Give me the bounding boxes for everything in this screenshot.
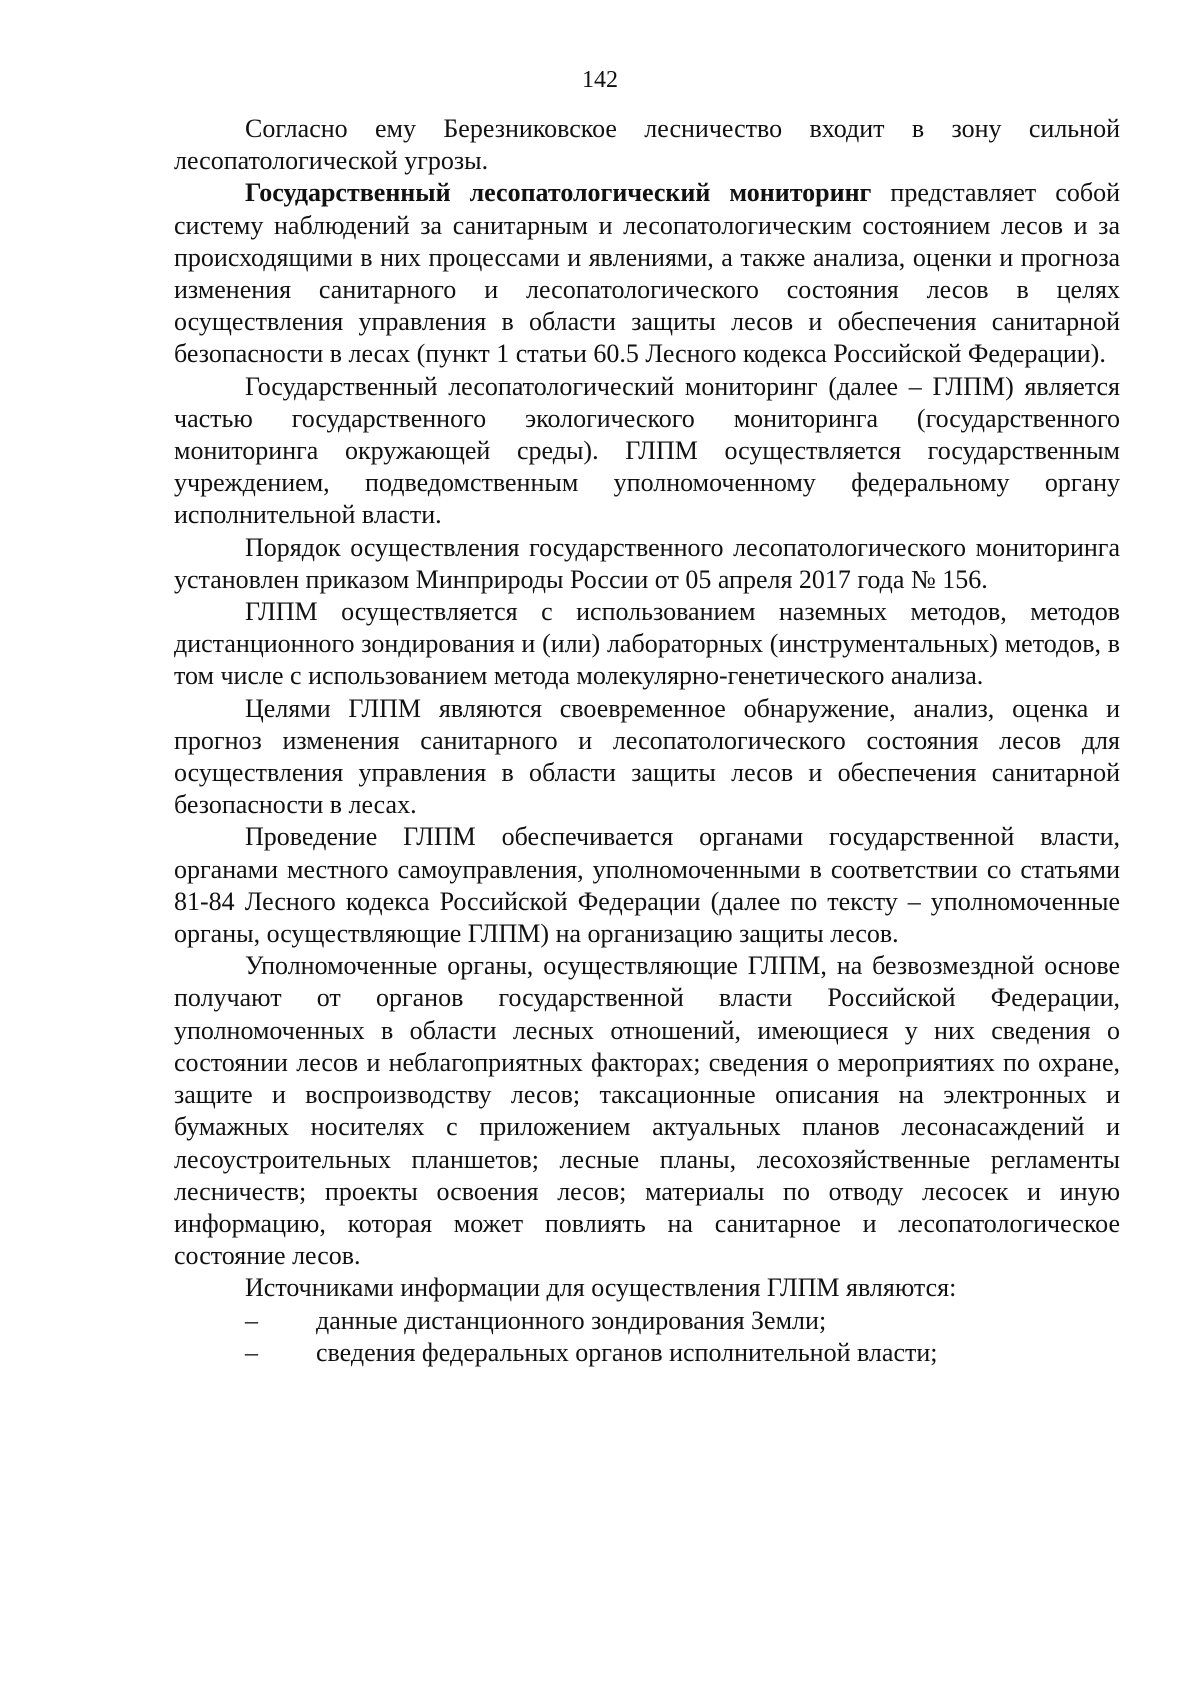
paragraph-text: Государственный лесопатологический мониторинг (далее – ГЛПМ) является частью государственного экологического мониторинга (государственного мониторинга окружающей среды). ГЛПМ осуществляется государственным учреждением, подведомственным уполномоченному федеральному органу исполнительной власти. [174,371,1120,530]
paragraph-5 [174,596,1120,693]
paragraph-text: Согласно ему Березниковское лесничество входит в зону сильной лесопатологической угрозы. [174,114,1120,176]
list-item [174,1305,1120,1337]
list-item [174,1337,1120,1369]
page-number: 142 [582,67,618,93]
paragraph-4 [174,532,1120,596]
list-dash: – [245,1305,258,1335]
list-item-text: данные дистанционного зондирования Земли; [316,1305,827,1335]
paragraph-8 [174,950,1120,1272]
paragraph-6 [174,693,1120,822]
list-dash: – [245,1337,258,1367]
sources-list [174,1305,1120,1369]
document-body [174,113,1120,1369]
paragraph-text: Порядок осуществления государственного лесопатологического мониторинга установлен приказом Минприроды России от 05 апреля 2017 года № 156. [174,532,1120,594]
paragraph-text: ГЛПМ осуществляется с использованием наземных методов, методов дистанционного зондирования и (или) лабораторных (инструментальных) методов, в том числе с использованием метода молекулярно-генетического анализа. [174,597,1120,691]
paragraph-9 [174,1272,1120,1304]
paragraph-text: Проведение ГЛПМ обеспечивается органами государственной власти, органами местного самоуправления, уполномоченными в соответствии со статьями 81-84 Лесного кодекса Российской Федерации (далее по тексту – уполномоченные органы, осуществляющие ГЛПМ) на организацию защиты лесов. [174,822,1120,949]
paragraph-3 [174,371,1120,532]
term-heading: Государственный лесопатологический мониторинг [245,178,872,208]
paragraph-2 [174,177,1120,370]
paragraph-1 [174,113,1120,177]
paragraph-text: представляет собой систему наблюдений за санитарным и лесопатологическим состоянием лесов и за происходящими в них процессами и явлениями, а также анализа, оценки и прогноза изменения санитарного и лесопатологического состояния лесов в целях осуществления управления в области защиты лесов и обеспечения санитарной безопасности в лесах (пункт 1 статьи 60.5 Лесного кодекса Российской Федерации). [174,178,1120,369]
paragraph-text: Целями ГЛПМ являются своевременное обнаружение, анализ, оценка и прогноз изменения санитарного и лесопатологического состояния лесов для осуществления управления в области защиты лесов и обеспечения санитарной безопасности в лесах. [174,693,1120,820]
paragraph-text: Источниками информации для осуществления ГЛПМ являются: [245,1273,957,1303]
paragraph-text: Уполномоченные органы, осуществляющие ГЛПМ, на безвозмездной основе получают от органов государственной власти Российской Федерации, уполномоченных в области лесных отношений, имеющиеся у них сведения о состоянии лесов и неблагоприятных факторах; сведения о мероприятиях по охране, защите и воспроизводству лесов; таксационные описания на электронных и бумажных носителях с приложением актуальных планов лесонасаждений и лесоустроительных планшетов; лесные планы, лесохозяйственные регламенты лесничеств; проекты освоения лесов; материалы по отводу лесосек и иную информацию, которая может повлиять на санитарное и лесопатологическое состояние лесов. [174,951,1120,1271]
list-item-text: сведения федеральных органов исполнительной власти; [316,1337,938,1367]
paragraph-7 [174,821,1120,950]
